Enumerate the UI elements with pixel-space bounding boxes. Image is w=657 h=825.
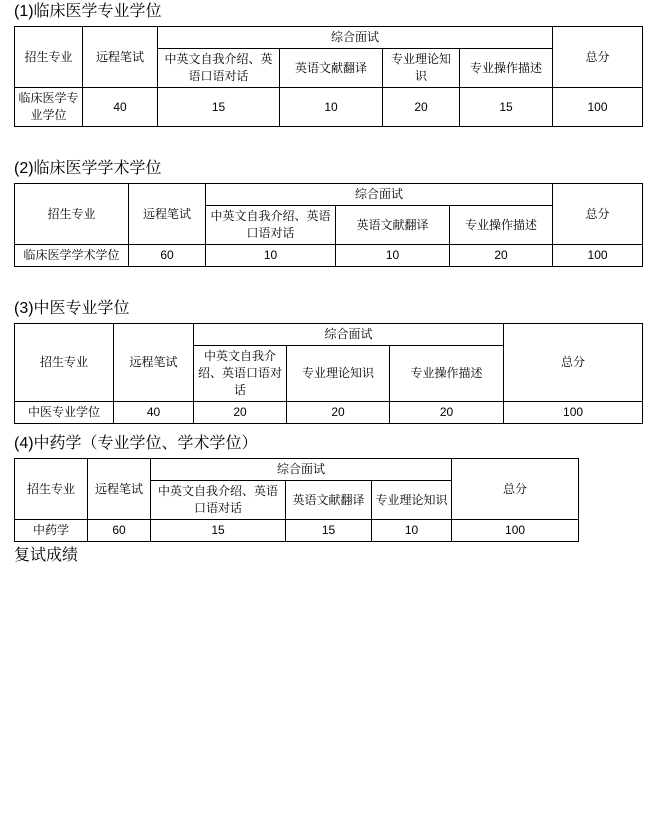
cell-literature-translation: 10 [280,88,383,127]
header-remote-written-exam: 远程笔试 [88,459,151,520]
header-self-intro-oral: 中英文自我介绍、英语口语对话 [194,346,287,402]
section-title: (4)中药学（专业学位、学术学位） [14,435,258,452]
header-comprehensive-interview: 综合面试 [158,27,553,49]
cell-self-intro-oral: 15 [151,520,286,542]
section-title: (3)中医专业学位 [14,300,130,317]
header-comprehensive-interview: 综合面试 [194,324,504,346]
table-row [15,520,579,542]
cell-self-intro-oral: 15 [158,88,280,127]
header-operation-description: 专业操作描述 [460,49,553,88]
header-major: 招生专业 [15,27,83,88]
header-total-score: 总分 [504,324,643,402]
footer-note: 复试成绩 [14,547,79,564]
cell-professional-knowledge: 20 [383,88,460,127]
cell-operation-description: 20 [390,402,504,424]
spacer [0,267,657,297]
cell-major: 临床医学学术学位 [15,245,129,267]
cell-total-score: 100 [553,88,643,127]
header-professional-knowledge: 专业理论知识 [372,481,452,520]
header-self-intro-oral: 中英文自我介绍、英语口语对话 [206,206,336,245]
header-remote-written-exam: 远程笔试 [129,184,206,245]
header-remote-written-exam: 远程笔试 [114,324,194,402]
cell-total-score: 100 [452,520,579,542]
header-operation-description: 专业操作描述 [450,206,553,245]
cell-remote-written-exam: 40 [114,402,194,424]
score-table-1 [14,26,643,127]
section-tcm-professional [0,297,657,424]
header-literature-translation: 英语文献翻译 [336,206,450,245]
cell-operation-description: 15 [460,88,553,127]
cell-literature-translation: 10 [336,245,450,267]
table-row [15,402,643,424]
section-clinical-medicine-academic [0,157,657,267]
table-header-row-group [15,324,643,346]
cell-total-score: 100 [504,402,643,424]
cell-major: 中医专业学位 [15,402,114,424]
cell-self-intro-oral: 10 [206,245,336,267]
score-table-2 [14,183,643,267]
cell-self-intro-oral: 20 [194,402,287,424]
section-tcm-pharmacy [0,432,657,542]
cell-remote-written-exam: 40 [83,88,158,127]
section-clinical-medicine-professional [0,0,657,127]
header-major: 招生专业 [15,459,88,520]
header-total-score: 总分 [553,27,643,88]
header-remote-written-exam: 远程笔试 [83,27,158,88]
header-major: 招生专业 [15,184,129,245]
header-literature-translation: 英语文献翻译 [280,49,383,88]
header-literature-translation: 英语文献翻译 [286,481,372,520]
cell-professional-knowledge: 10 [372,520,452,542]
header-total-score: 总分 [553,184,643,245]
table-row [15,88,643,127]
section-title: (2)临床医学学术学位 [14,160,162,177]
table-header-row-group [15,27,643,49]
spacer [0,424,657,432]
header-operation-description: 专业操作描述 [390,346,504,402]
cell-major: 中药学 [15,520,88,542]
header-total-score: 总分 [452,459,579,520]
cell-major: 临床医学专业学位 [15,88,83,127]
header-professional-knowledge: 专业理论知识 [383,49,460,88]
cell-literature-translation: 15 [286,520,372,542]
cell-professional-knowledge: 20 [287,402,390,424]
header-major: 招生专业 [15,324,114,402]
cell-total-score: 100 [553,245,643,267]
score-table-3 [14,323,643,424]
score-table-4 [14,458,579,542]
header-self-intro-oral: 中英文自我介绍、英语口语对话 [151,481,286,520]
table-row [15,245,643,267]
header-comprehensive-interview: 综合面试 [206,184,553,206]
cell-remote-written-exam: 60 [129,245,206,267]
header-comprehensive-interview: 综合面试 [151,459,452,481]
table-header-row-group [15,459,579,481]
cell-remote-written-exam: 60 [88,520,151,542]
spacer [0,127,657,157]
header-professional-knowledge: 专业理论知识 [287,346,390,402]
section-title: (1)临床医学专业学位 [14,3,162,20]
cell-operation-description: 20 [450,245,553,267]
header-self-intro-oral: 中英文自我介绍、英语口语对话 [158,49,280,88]
table-header-row-group [15,184,643,206]
